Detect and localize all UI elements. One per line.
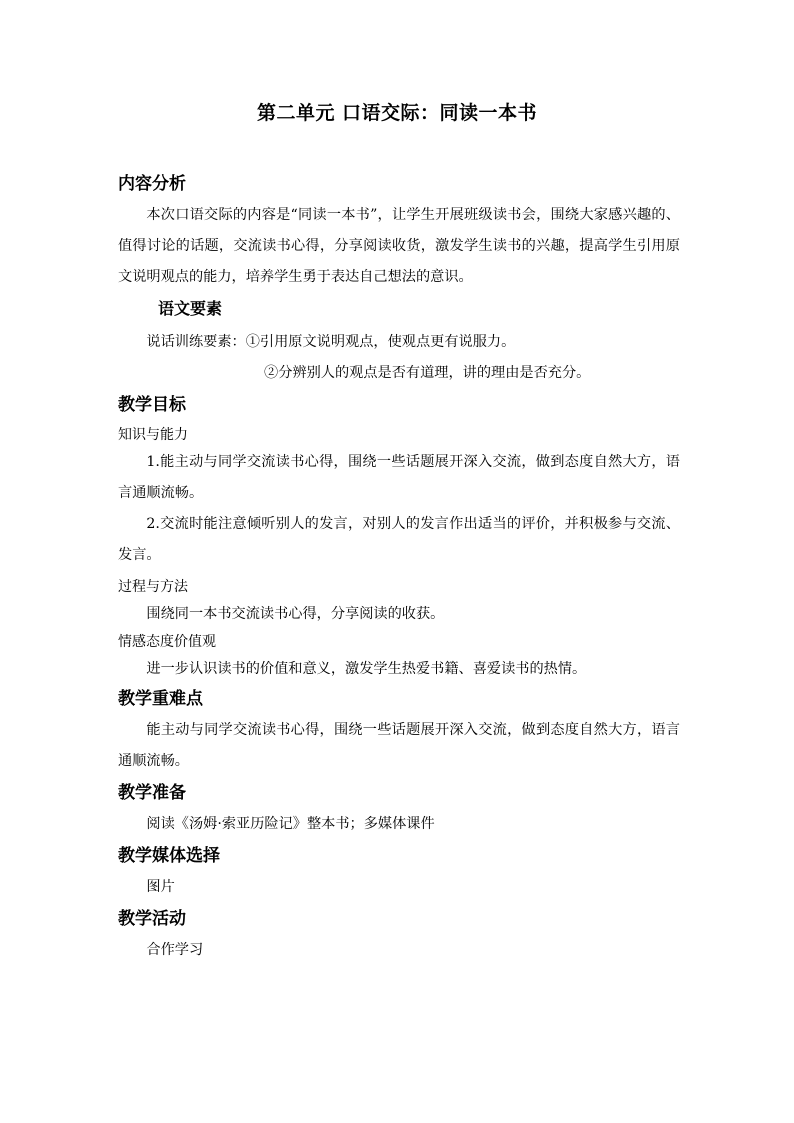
section-preparation (118, 781, 680, 840)
subheading-process: 过程与方法 (118, 579, 188, 595)
subheading-knowledge: 知识与能力 (118, 427, 188, 443)
process-text: 围绕同一本书交流读书心得，分享阅读的收获。 (146, 606, 445, 622)
goal-item-2: 2.交流时能注意倾听别人的发言，对别人的发言作出适当的评价，并积极参与交流、发言。 (118, 516, 680, 563)
elements-line-2: ②分辨别人的观点是否有道理，讲的理由是否充分。 (264, 365, 591, 381)
document-title: 第二单元 口语交际：同读一本书 (256, 102, 538, 124)
section-key-difficult (118, 687, 680, 777)
section-language-elements (118, 297, 680, 389)
activity-text: 合作学习 (146, 942, 204, 958)
section-heading: 语文要素 (158, 299, 223, 318)
section-media (118, 844, 680, 903)
emotion-text: 进一步认识读书的价值和意义，激发学生热爱书籍、喜爱读书的热情。 (146, 661, 587, 677)
section-teaching-goals (118, 393, 680, 685)
document-body (118, 172, 680, 966)
elements-line-1: 说话训练要素：①引用原文说明观点，使观点更有说服力。 (146, 334, 516, 350)
goal-item-1: 1.能主动与同学交流读书心得，围绕一些话题展开深入交流，做到态度自然大方，语言通顺流畅。 (118, 454, 680, 501)
section-content-analysis (118, 172, 680, 293)
subheading-emotion: 情感态度价值观 (118, 634, 216, 650)
media-text: 图片 (146, 879, 175, 895)
preparation-text: 阅读《汤姆·索亚历险记》整本书；多媒体课件 (146, 816, 435, 832)
section-heading: 教学准备 (118, 783, 186, 803)
section-paragraph: 本次口语交际的内容是“同读一本书”，让学生开展班级读书会，围绕大家感兴趣的、值得讨论的话题，交流读书心得，分享阅读收货，激发学生读书的兴趣，提高学生引用原文说明观点的能力，培养学生勇于表达自己想法的意识。 (118, 207, 680, 285)
key-difficult-text: 能主动与同学交流读书心得，围绕一些话题展开深入交流，做到态度自然大方，语言通顺流畅。 (118, 722, 680, 769)
section-activity (118, 907, 680, 966)
section-heading: 教学目标 (118, 395, 186, 415)
section-heading: 教学媒体选择 (118, 846, 220, 866)
section-heading: 教学重难点 (118, 689, 203, 709)
section-heading: 教学活动 (118, 909, 186, 929)
section-heading: 内容分析 (118, 174, 186, 194)
